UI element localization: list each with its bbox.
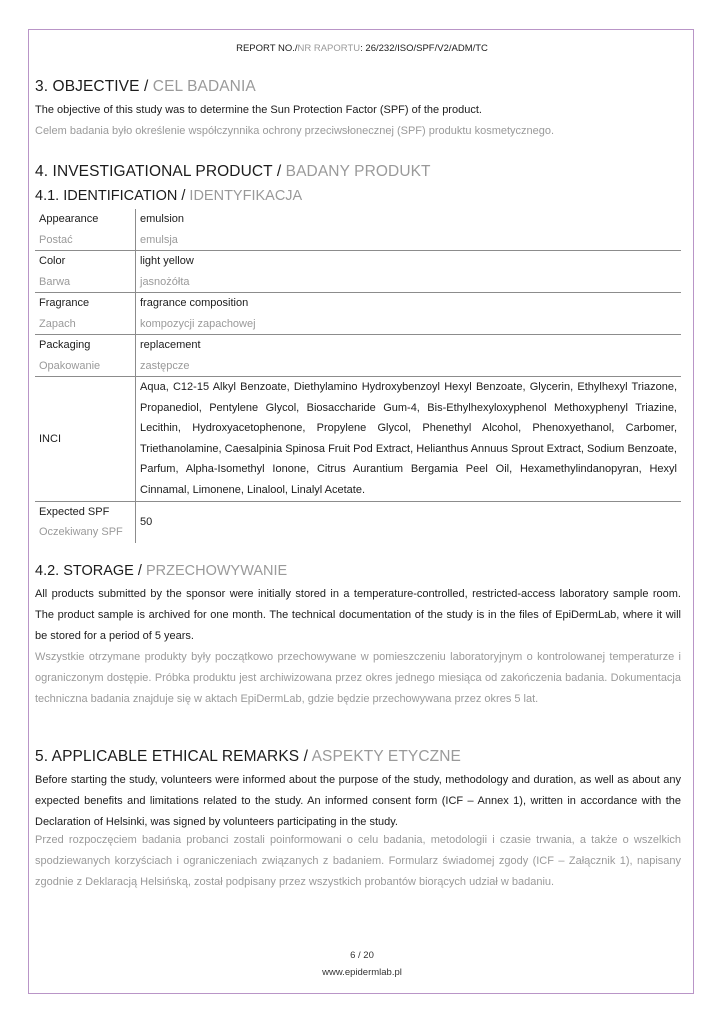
appearance-label-pl: Postać	[39, 233, 73, 246]
storage-text-pl: Wszystkie otrzymane produkty były początkowo przechowywane w pomieszczeniu laboratoryjnym o kontrolowanej temperaturze i ograniczonym dostępie. Próbka produktu jest archiwizowana przez okres jednego miesiąca od zakończenia badania. Dokumentacja techniczna badania znajduje się w aktach EpiDermLab, gdzie będzie przechowywana przez okres 5 lat.	[35, 651, 681, 705]
packaging-value-en: replacement	[140, 339, 201, 351]
objective-text-pl: Celem badania było określenie współczynnika ochrony przeciwsłonecznej (SPF) produktu kosmetycznego.	[35, 125, 555, 137]
inci-label: INCI	[39, 432, 61, 445]
storage-heading-en: 4.2. STORAGE /	[35, 563, 146, 579]
product-heading	[35, 163, 431, 181]
label-cell	[35, 377, 136, 502]
value-cell	[136, 251, 682, 293]
row-expected-spf	[35, 501, 681, 543]
report-number-label-en: REPORT NO./	[236, 43, 298, 54]
value-cell	[136, 293, 682, 335]
objective-heading-pl: CEL BADANIA	[152, 78, 256, 95]
packaging-label-pl: Opakowanie	[39, 359, 101, 372]
row-inci	[35, 377, 681, 502]
report-number-value: : 26/232/ISO/SPF/V2/ADM/TC	[360, 43, 488, 54]
report-number-label-pl: NR RAPORTU	[297, 43, 361, 54]
fragrance-value-en: fragrance composition	[140, 297, 249, 309]
appearance-label-en: Appearance	[39, 213, 99, 225]
value-cell	[136, 335, 682, 377]
inci-value: Aqua, C12-15 Alkyl Benzoate, Diethylamino Hydroxybenzoyl Hexyl Benzoate, Glycerin, Ethylhexyl Triazone, Propanediol, Pentylene Glycol, Biosaccharide Gum-4, Bis-Ethylhexyloxyphenol Methoxyphenyl Triazine, Lecithin, Hydroxyacetophenone, Propylene Glycol, Phenethyl Alcohol, Phenoxyethanol, Carbomer, Triethanolamine, Caesalpinia Spinosa Fruit Pod Extract, Helianthus Annuus Sprout Extract, Sodium Benzoate, Parfum, Alpha-Isomethyl Ionone, Citrus Aurantium Bergamia Peel Oil, Hexamethylindanopyran, Hexyl Cinnamal, Limonene, Linalool, Linalyl Acetate.	[136, 377, 682, 502]
objective-heading-en: 3. OBJECTIVE /	[35, 78, 153, 95]
label-cell	[35, 293, 136, 335]
storage-text-en: All products submitted by the sponsor were initially stored in a temperature-controlled, restricted-access laboratory sample room. The product sample is archived for one month. The technical documentation of the study is in the files of EpiDermLab, where it will be stored for a period of 5 years.	[35, 588, 681, 642]
packaging-label-en: Packaging	[39, 339, 91, 351]
product-heading-en: 4. INVESTIGATIONAL PRODUCT /	[35, 163, 286, 180]
label-cell	[35, 209, 136, 251]
ethics-heading-pl: ASPEKTY ETYCZNE	[311, 748, 461, 765]
storage-heading	[35, 563, 287, 579]
color-value-pl: jasnożółta	[140, 275, 190, 288]
objective-heading	[35, 78, 256, 96]
ethics-text-pl: Przed rozpoczęciem badania probanci zostali poinformowani o celu badania, metodologii i czasie trwania, a także o wszelkich spodziewanych korzyściach i ograniczeniach związanych z badaniem. Formularz świadomej zgody (ICF – Załącznik 1), napisany zgodnie z Deklaracją Helsińską, został podpisany przez wszystkich probantów biorących udział w badaniu.	[35, 834, 681, 888]
objective-text-en: The objective of this study was to determine the Sun Protection Factor (SPF) of the product.	[35, 104, 482, 116]
color-label-en: Color	[39, 255, 66, 267]
label-cell	[35, 501, 136, 543]
ethics-heading-en: 5. APPLICABLE ETHICAL REMARKS /	[35, 748, 312, 765]
identification-heading	[35, 188, 302, 204]
appearance-value-en: emulsion	[140, 213, 185, 225]
row-fragrance	[35, 293, 681, 335]
fragrance-label-pl: Zapach	[39, 317, 76, 330]
spf-label-en: Expected SPF	[39, 505, 110, 518]
color-label-pl: Barwa	[39, 275, 71, 288]
value-cell	[136, 501, 682, 543]
product-heading-pl: BADANY PRODUKT	[285, 163, 431, 180]
identification-table	[35, 209, 681, 543]
identification-heading-pl: IDENTYFIKACJA	[189, 188, 303, 204]
row-appearance	[35, 209, 681, 251]
fragrance-label-en: Fragrance	[39, 297, 90, 309]
label-cell	[35, 335, 136, 377]
report-number-header	[0, 43, 724, 54]
ethics-heading	[35, 748, 461, 766]
row-packaging	[35, 335, 681, 377]
row-color	[35, 251, 681, 293]
spf-value: 50	[140, 515, 153, 528]
storage-heading-pl: PRZECHOWYWANIE	[145, 563, 288, 579]
ethics-text-en: Before starting the study, volunteers were informed about the purpose of the study, methodology and duration, as well as about any expected benefits and limitations related to the study. An informed consent form (ICF – Annex 1), written in accordance with the Declaration of Helsinki, was signed by volunteers participating in the study.	[35, 774, 681, 828]
website-link[interactable]: www.epidermlab.pl	[322, 967, 402, 978]
color-value-en: light yellow	[140, 255, 194, 267]
spf-label-pl: Oczekiwany SPF	[39, 526, 123, 539]
packaging-value-pl: zastępcze	[140, 359, 190, 372]
fragrance-value-pl: kompozycji zapachowej	[140, 317, 256, 330]
identification-heading-en: 4.1. IDENTIFICATION /	[35, 188, 190, 204]
label-cell	[35, 251, 136, 293]
value-cell	[136, 209, 682, 251]
page-number: 6 / 20	[350, 950, 374, 961]
appearance-value-pl: emulsja	[140, 233, 178, 246]
